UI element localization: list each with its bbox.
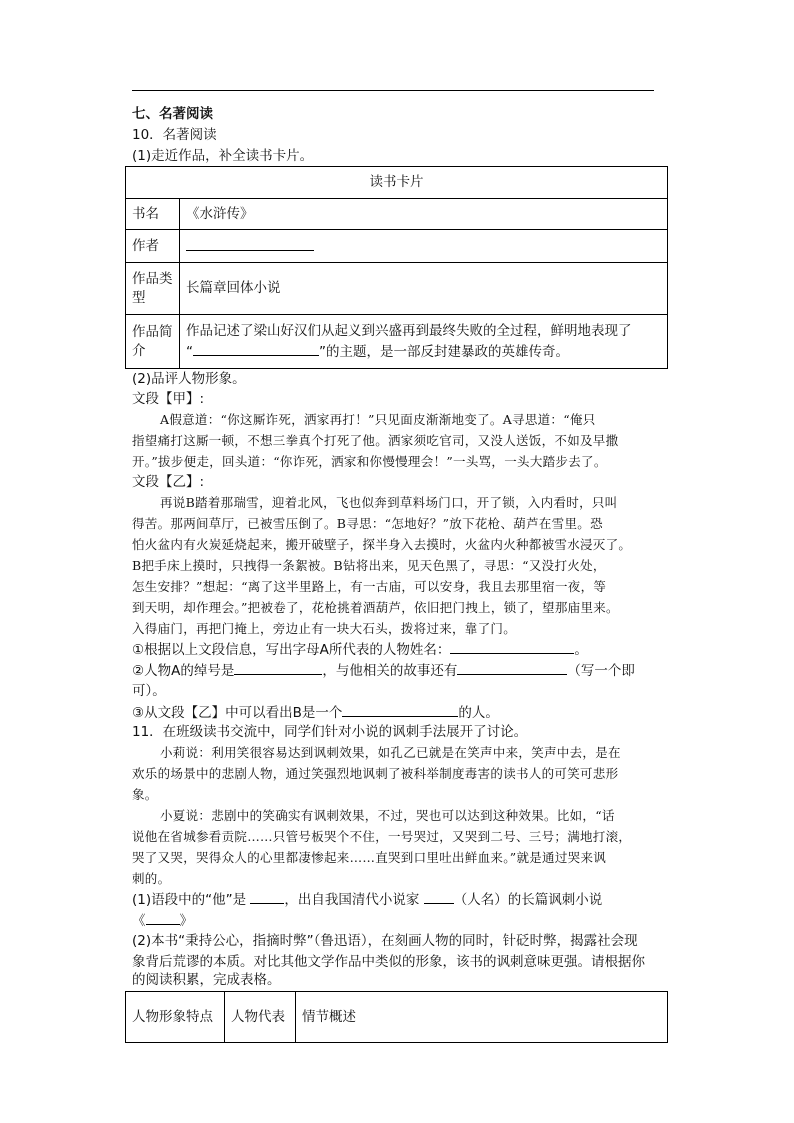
summary-quote-open: “ [186,343,193,360]
card-value-genre: 长篇章回体小说 [180,263,668,315]
q10-sub2-line2: 可）。 [132,683,166,699]
passage-yi-line: 得苦。那两间草厅，已被雪压倒了。B寻思：“怎地好？”放下花枪、葫芦在雪里。恐 [132,516,603,531]
xiaoxia-line: 哭了又哭，哭得众人的心里都凄惨起来……直哭到口里吐出鲜血来。”就是通过哭来讽 [132,850,607,865]
passage-yi-line: 到天明，却作理会。”把被卷了，花枪挑着酒葫芦，依旧把门拽上，锁了，望那庙里来。 [132,600,619,615]
xiaoli-line: 象。 [132,787,158,802]
summary-line-2-text: ”的主题，是一部反封建暴政的英雄传奇。 [319,343,569,360]
passage-jia-label: 文段【甲】: [132,391,205,407]
q10-part1-prompt: (1)走近作品，补全读书卡片。 [132,148,314,164]
q10-sub1-text: ①根据以上文段信息，写出字母A所代表的人物姓名： [132,642,451,658]
book-quote-close: 》 [179,913,193,929]
xiaoxia-line: 刺的。 [132,871,171,886]
passage-yi-line: 怎生安排？”想起：“离了这半里路上，有一古庙，可以安身，我且去那里宿一夜，等 [132,579,607,594]
card-key-genre: 作品类型 [126,263,180,315]
theme-blank[interactable] [193,341,319,356]
he-blank[interactable] [250,889,284,904]
passage-jia-line: A假意道：“你这厮诈死，洒家再打！”只见面皮渐渐地变了。A寻思道：“俺只 [160,412,596,427]
q10-sub2-end: （写一个即 [567,663,635,679]
q11-sub1-end: （人名）的长篇讽刺小说 [453,892,603,908]
name-blank[interactable] [450,639,574,654]
q11-sub2-line: (2)本书“秉持公心，指摘时弊”（鲁迅语），在刻画人物的同时，针砭时弊，揭露社会现 [132,933,638,949]
q11-sub1-line2 [132,910,193,931]
header-rule [132,90,654,91]
q10-sub2-mid: ，与他相关的故事还有 [322,663,458,679]
q10-sub3-end: 的人。 [458,705,499,721]
q11-sub2-line: 的阅读积累，完成表格。 [132,972,281,988]
q10-sub3-text: ③从文段【乙】中可以看出B是一个 [132,705,343,721]
card-value-author[interactable] [180,230,668,263]
passage-jia-line: 指望痛打这厮一顿，不想三拳真个打死了他。洒家须吃官司，又没人送饭，不如及早撒 [132,433,619,448]
card-header: 读书卡片 [126,167,668,199]
passage-jia-line: 开。”拔步便走，回头道：“你诈死，洒家和你慢慢理会！”一头骂，一头大踏步去了。 [132,454,607,469]
character-table [125,991,668,1043]
q10-sub3 [132,702,499,723]
card-key-summary: 作品简介 [126,315,180,369]
passage-yi-label: 文段【乙】: [132,474,205,490]
section-title: 七、名著阅读 [132,106,213,122]
book-quote-open: 《 [132,913,146,929]
q10-sub1-end: 。 [574,642,588,658]
passage-yi-line: 再说B踏着那瑞雪，迎着北风，飞也似奔到草料场门口，开了锁，入内看时，只叫 [160,495,618,510]
xiaoxia-line: 小夏说：悲剧中的笑确实有讽刺效果，不过，哭也可以达到这种效果。比如，“话 [160,808,615,823]
summary-line-2 [186,341,661,362]
summary-line-1: 作品记述了梁山好汉们从起义到兴盛再到最终失败的全过程，鲜明地表现了 [186,322,632,339]
nickname-blank[interactable] [234,660,322,675]
card-value-title: 《水浒传》 [180,199,668,230]
q10-sub2 [132,660,635,681]
xiaoli-line: 小莉说：利用笑很容易达到讽刺效果，如孔乙已就是在笑声中来，笑声中去，是在 [160,745,621,760]
question-11-title: 11．在班级读书交流中，同学们针对小说的讽刺手法展开了讨论。 [132,724,528,740]
novelist-blank[interactable] [424,889,454,904]
passage-yi-line: B把手床上摸时，只拽得一条絮被。B钻将出来，见天色黑了，寻思：“又没打火处， [132,558,606,573]
q10-part2-prompt: (2)品评人物形象。 [132,371,246,387]
header-trait: 人物形象特点 [126,992,225,1043]
story-blank[interactable] [457,660,567,675]
header-plot: 情节概述 [296,992,668,1043]
q10-sub2-text: ②人物A的绰号是 [132,663,235,679]
card-key-author: 作者 [126,230,180,263]
header-representative: 人物代表 [225,992,296,1043]
passage-yi-line: 怕火盆内有火炭延烧起来，搬开破壁子，探半身入去摸时，火盆内火种都被雪水浸灭了。 [132,537,632,552]
card-key-title: 书名 [126,199,180,230]
xiaoxia-line: 说他在省城参看贡院……只管号板哭个不住，一号哭过，又哭到二号、三号；满地打滚， [132,829,632,844]
character-trait-blank[interactable] [342,702,458,717]
card-value-summary [180,315,668,369]
xiaoli-line: 欢乐的场景中的悲剧人物，通过笑强烈地讽刺了被科举制度毒害的读书人的可笑可悲形 [132,766,619,781]
reading-card-table [125,166,668,369]
passage-yi-line: 入得庙门，再把门掩上，旁边止有一块大石头，拨将过来，靠了门。 [132,621,517,636]
q11-sub1 [132,889,602,910]
q10-sub1 [132,639,588,660]
author-blank[interactable] [186,236,314,251]
q11-sub1-text: (1)语段中的“他”是 [132,892,247,908]
question-10-title: 10．名著阅读 [132,127,217,143]
novel-title-blank[interactable] [146,910,180,925]
q11-sub2-line: 象背后荒谬的本质。对比其他文学作品中类似的形象，该书的讽刺意味更强。请根据你 [132,954,645,970]
q11-sub1-mid: ，出自我国清代小说家 [284,892,420,908]
